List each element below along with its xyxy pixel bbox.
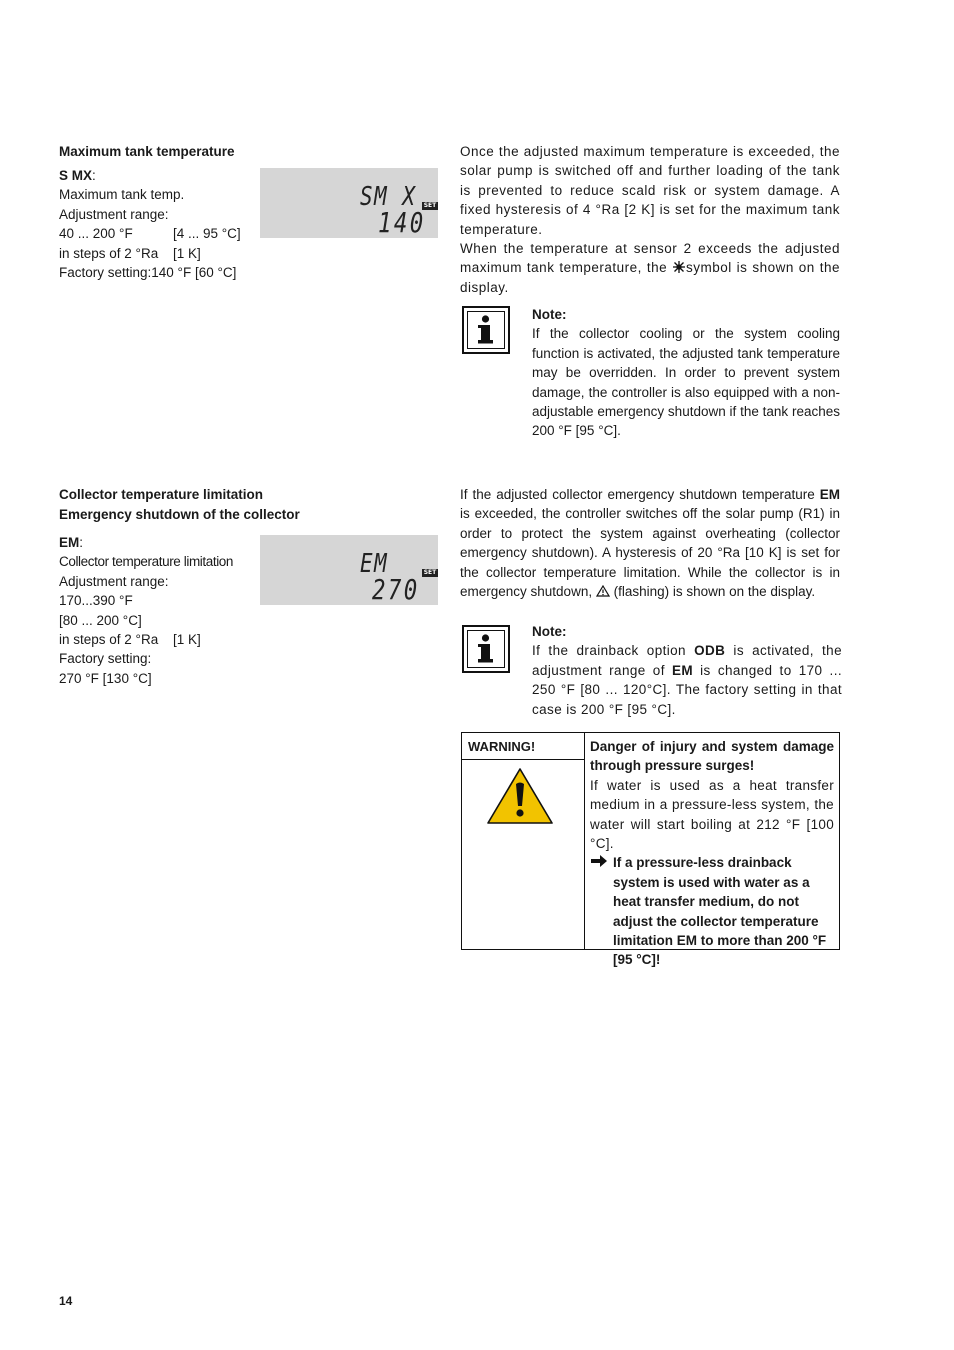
factory-setting: Factory setting:140 °F [60 °C] (59, 265, 237, 281)
steps-c: [1 K] (173, 245, 201, 261)
note-title: Note: (532, 624, 567, 639)
range-label: Adjustment range: (59, 206, 169, 222)
warning-box (461, 732, 840, 968)
sun-icon (672, 259, 686, 271)
note-text: If the drainback option ODB is activated, the adjustment range of EM is changed to 170 ... 250 °F [80 ... 120°C]. The factory setting in that case is 200 °F [95 °C]. (532, 643, 843, 717)
steps-f: in steps of 2 °Ra (59, 632, 159, 648)
lcd-top-text: EM (360, 549, 389, 579)
param-code: EM (59, 535, 80, 550)
steps-c: [1 K] (173, 632, 201, 648)
lcd-display-em (260, 535, 438, 605)
body-text-collector: If the adjusted collector emergency shutdown temperature EM is exceeded, the controller switches off the solar pump (R1) in order to protect the system against overheating (collector emergency shutdown). A hysteresis of 20 °Ra [10 K] is set for the collector temperature limitation. While the collector is in emergency shutdown, (flashing) is shown on the display. (460, 487, 840, 600)
note-block-max-tank (532, 305, 840, 441)
arrow-right-icon (590, 853, 608, 874)
info-icon (462, 625, 510, 673)
section-heading-max-tank: Maximum tank temperature (59, 144, 235, 159)
warning-triangle-icon (596, 583, 610, 595)
range-f: 40 ... 200 °F (59, 226, 133, 242)
lcd-bottom-value: 140 (378, 206, 426, 239)
factory-value: 270 °F [130 °C] (59, 670, 152, 686)
page-number: 14 (59, 1294, 73, 1308)
lcd-bottom-value: 270 (372, 573, 420, 606)
warning-triangle-icon (486, 766, 554, 831)
body-text-max-tank (460, 142, 840, 297)
section-heading-collector-limit: Collector temperature limitation (59, 487, 264, 502)
param-block-smx: S MX: Maximum tank temp. Adjustment range: 40 ... 200 °F [4 ... 95 °C] in steps of 2 °Ra [1 K] Factory setting:140 °F [60 °C] (59, 166, 259, 282)
warning-label: WARNING! (468, 739, 536, 754)
warning-text-column (590, 737, 834, 970)
warning-title: Danger of injury and system damage through pressure surges! (590, 739, 834, 774)
param-block-em: EM: Collector temperature limitation Adjustment range: 170...390 °F [80 ... 200 °C] in steps of 2 °Ra [1 K] Factory setting: 270 °F [130 °C] (59, 533, 259, 688)
warning-text: If water is used as a heat transfer medium in a pressure-less system, the water will start boiling at 212 °F [100 °C]. (590, 777, 834, 852)
warning-label-column (462, 733, 585, 949)
info-icon (462, 306, 510, 354)
warning-action: If a pressure-less drainback system is used with water as a heat transfer medium, do not adjust the collector temperature limitation EM to more than 200 °F [95 °C]! (590, 853, 834, 969)
note-text: If the collector cooling or the system cooling function is activated, the adjusted tank temperature may be overridden. In order to prevent system damage, the controller is also equipped with a non-adjustable emergency shutdown if the tank reaches 200 °F [95 °C]. (532, 326, 840, 439)
range-f: 170...390 °F (59, 593, 133, 609)
range-label: Adjustment range: (59, 573, 169, 589)
body-paragraph: Once the adjusted maximum temperature is exceeded, the solar pump is switched off and further loading of the tank is prevented to reduce scald risk or system damage. A fixed hysteresis of 4 °Ra [2 K] is set for the maximum tank temperature. (460, 144, 840, 237)
set-badge: SET (423, 202, 437, 209)
note-title: Note: (532, 307, 567, 322)
param-desc: Collector temperature limitation (59, 554, 234, 570)
param-code: S MX (59, 168, 93, 183)
lcd-top-text: SM X (360, 182, 417, 212)
set-badge: SET (423, 569, 437, 576)
note-block-drainback (532, 622, 842, 719)
steps-f: in steps of 2 °Ra (59, 245, 159, 261)
factory-label: Factory setting: (59, 651, 152, 667)
range-c: [4 ... 95 °C] (173, 226, 241, 242)
param-desc: Maximum tank temp. (59, 187, 185, 203)
divider (462, 759, 584, 760)
body-paragraph-2: When the temperature at sensor 2 exceeds the adjusted maximum tank temperature, the symbol is shown on the display. (460, 241, 840, 295)
section-heading-emergency: Emergency shutdown of the collector (59, 507, 300, 522)
range-c: [80 ... 200 °C] (59, 612, 142, 628)
lcd-display-smx (260, 168, 438, 238)
